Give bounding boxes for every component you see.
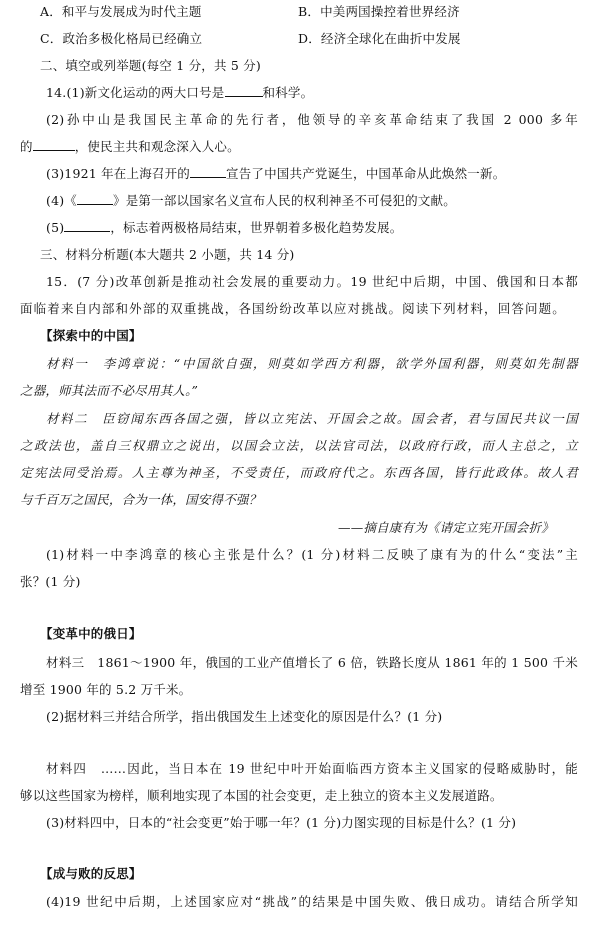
option-b: B．中美两国操控着世界经济 bbox=[298, 4, 460, 19]
q14-4 bbox=[46, 193, 456, 209]
q14-2-line1: (2)孙中山是我国民主革命的先行者，他领导的辛亥革命结束了我国 2 000 多年 bbox=[46, 112, 578, 127]
q15-1-line2: 张？(1 分) bbox=[20, 574, 81, 589]
q14-3-pre: (3)1921 年在上海召开的 bbox=[46, 166, 190, 181]
q14-3 bbox=[46, 166, 505, 182]
q14-3-post: 宣告了中国共产党诞生，中国革命从此焕然一新。 bbox=[226, 166, 506, 181]
q15-1-line1: (1)材料一中李鸿章的核心主张是什么？(1 分)材料二反映了康有为的什么“变法”主 bbox=[46, 547, 578, 562]
q14-4-post: 》是第一部以国家名义宣布人民的权利神圣不可侵犯的文献。 bbox=[113, 193, 456, 208]
china-heading: 【探索中的中国】 bbox=[40, 328, 142, 343]
q14-5-pre: (5) bbox=[46, 220, 65, 235]
q14-5-post: ，标志着两极格局结束，世界朝着多极化趋势发展。 bbox=[110, 220, 403, 235]
q15-3: (3)材料四中，日本的“社会变更”始于哪一年？(1 分)力图实现的目标是什么？(1 分) bbox=[46, 815, 517, 830]
q14-2-pre: 的 bbox=[20, 139, 33, 154]
material2-line3: 定宪法同受治焉。人主尊为神圣，不受责任，而政府代之。东西各国，皆行此政体。故人君 bbox=[20, 465, 578, 480]
q15-intro-line2: 面临着来自内部和外部的双重挑战，各国纷纷改革以应对挑战。阅读下列材料，回答问题。 bbox=[20, 301, 565, 316]
material2-source: ——摘自康有为《请定立宪开国会折》 bbox=[338, 520, 554, 535]
section3-heading: 三、材料分析题(本大题共 2 小题，共 14 分) bbox=[40, 247, 295, 262]
material4-line1: 材料四 ……因此，当日本在 19 世纪中叶开始面临西方资本主义国家的侵略威胁时，能 bbox=[46, 761, 578, 776]
q15-4-line1: (4)19 世纪中后期，上述国家应对“挑战”的结果是中国失败、俄日成功。请结合所学知 bbox=[46, 894, 578, 909]
material3-line2: 增至 1900 年的 5.2 万千米。 bbox=[20, 682, 192, 697]
material3-line1: 材料三 1861～1900 年，俄国的工业产值增长了 6 倍，铁路长度从 1861 年的 1 500 千米 bbox=[46, 655, 578, 670]
option-c: C．政治多极化格局已经确立 bbox=[40, 31, 203, 46]
q14-2-blank bbox=[33, 139, 75, 151]
option-a: A．和平与发展成为时代主题 bbox=[40, 4, 202, 19]
material1-line1: 材料一 李鸿章说：“中国欲自强，则莫如学西方利器，欲学外国利器，则莫如先制器 bbox=[46, 356, 578, 371]
q14-1 bbox=[46, 85, 313, 101]
q14-1-pre: 14.(1)新文化运动的两大口号是 bbox=[46, 85, 225, 100]
q14-4-pre: (4)《 bbox=[46, 193, 78, 208]
q14-4-blank bbox=[77, 193, 113, 205]
q14-1-blank bbox=[225, 85, 263, 97]
q14-2-post: ，使民主共和观念深入人心。 bbox=[74, 139, 240, 154]
material1-line2: 之器，师其法而不必尽用其人。” bbox=[20, 383, 199, 398]
q15-intro-line1: 15．(7 分)改革创新是推动社会发展的重要动力。19 世纪中后期，中国、俄国和日本都 bbox=[46, 274, 578, 289]
material2-line4: 与千百万之国民，合为一体，国安得不强？ bbox=[20, 492, 262, 507]
change-heading: 【变革中的俄日】 bbox=[40, 626, 142, 641]
q14-2-line2 bbox=[20, 139, 240, 155]
q14-1-post: 和科学。 bbox=[262, 85, 314, 100]
option-d: D．经济全球化在曲折中发展 bbox=[298, 31, 461, 46]
q14-5 bbox=[46, 220, 402, 236]
material2-line2: 之政法也，盖自三权鼎立之说出，以国会立法，以法官司法，以政府行政，而人主总之，立 bbox=[20, 438, 578, 453]
reflect-heading: 【成与败的反思】 bbox=[40, 866, 142, 881]
q14-5-blank bbox=[64, 220, 110, 232]
material2-line1: 材料二 臣窃闻东西各国之强，皆以立宪法、开国会之故。国会者，君与国民共议一国 bbox=[46, 411, 578, 426]
q15-2: (2)据材料三并结合所学，指出俄国发生上述变化的原因是什么？(1 分) bbox=[46, 709, 443, 724]
q14-3-blank bbox=[190, 166, 226, 178]
section2-heading: 二、填空或列举题(每空 1 分，共 5 分) bbox=[40, 58, 261, 73]
material4-line2: 够以这些国家为榜样，顺利地实现了本国的社会变更，走上独立的资本主义发展道路。 bbox=[20, 788, 503, 803]
